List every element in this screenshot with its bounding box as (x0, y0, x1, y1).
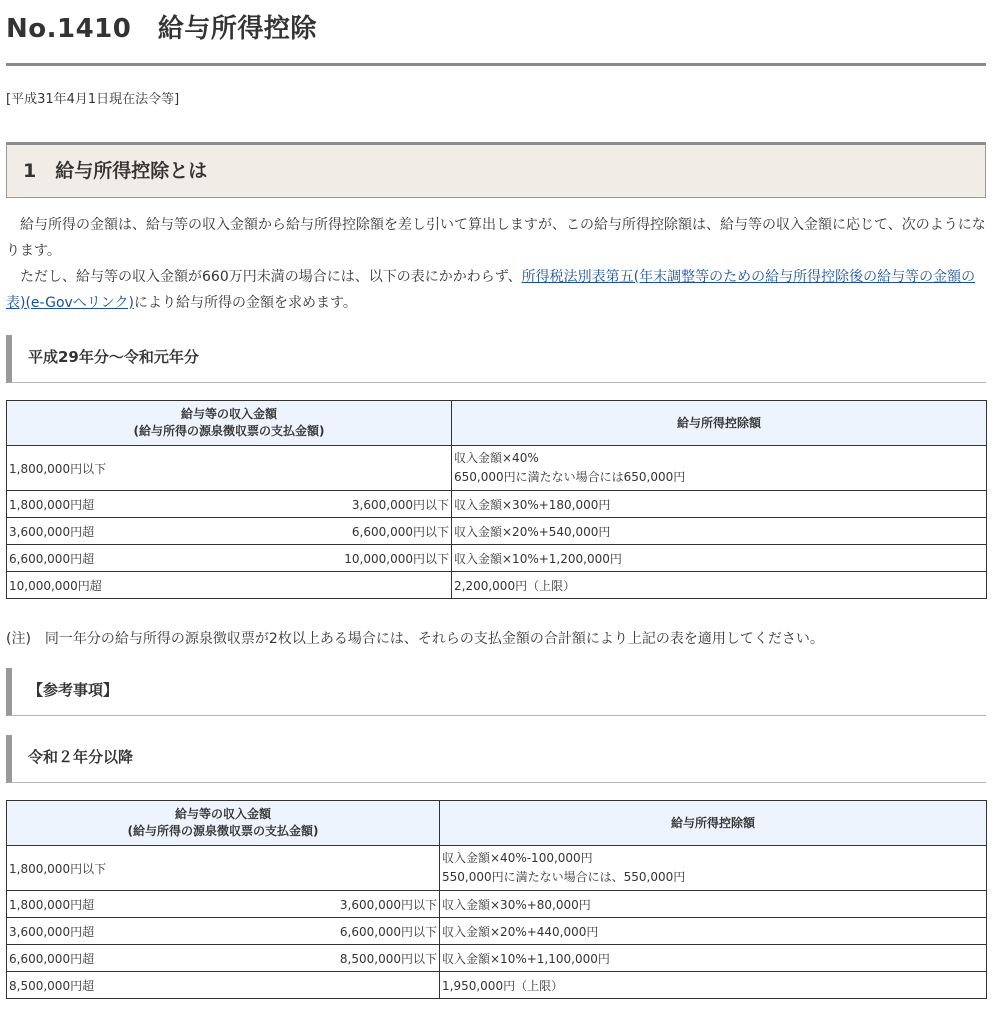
deduction-cell: 収入金額×20%+540,000円 (452, 518, 987, 545)
header-income-line2: (給与所得の源泉徴収票の支払金額) (133, 424, 325, 438)
income-from: 1,800,000円超 (9, 897, 95, 912)
income-to: 3,600,000円以下 (339, 897, 437, 912)
header-income-line1: 給与等の収入金額 (180, 407, 277, 421)
income-range-cell (7, 918, 440, 945)
deduction-table-r2 (6, 800, 987, 999)
as-of-date: [平成31年4月1日現在法令等] (6, 92, 180, 107)
deduction-cell: 2,200,000円（上限） (452, 572, 987, 599)
income-from: 1,800,000円以下 (9, 861, 107, 876)
table-row (7, 846, 987, 891)
deduction-minimum: 650,000円に満たない場合には650,000円 (454, 470, 686, 484)
income-range-cell (7, 945, 440, 972)
income-range-cell (7, 518, 452, 545)
income-range-cell (7, 491, 452, 518)
exception-text-after: により給与所得の金額を求めます。 (133, 295, 357, 311)
header-income-line1: 給与等の収入金額 (174, 807, 271, 821)
table-header-row (7, 401, 987, 446)
header-deduction: 給与所得控除額 (452, 401, 987, 446)
income-range-cell (7, 846, 440, 891)
table-row (7, 545, 987, 572)
exception-paragraph (6, 264, 988, 316)
note-text: (注) 同一年分の給与所得の源泉徴収票が2枚以上ある場合には、それらの支払金額の合計額により上記の表を適用してください。 (6, 631, 824, 647)
income-to: 6,600,000円以下 (351, 524, 449, 539)
table-row (7, 945, 987, 972)
income-from: 1,800,000円以下 (9, 461, 107, 476)
income-from: 6,600,000円超 (9, 551, 95, 566)
table-row (7, 491, 987, 518)
income-to: 3,600,000円以下 (351, 497, 449, 512)
deduction-cell (452, 446, 987, 491)
income-from: 8,500,000円超 (9, 978, 95, 993)
heading-reference: 【参考事項】 (6, 668, 986, 716)
heading-h29-r1: 平成29年分～令和元年分 (6, 335, 986, 383)
deduction-cell: 収入金額×10%+1,100,000円 (440, 945, 987, 972)
table-row (7, 572, 987, 599)
table-row (7, 918, 987, 945)
income-from: 3,600,000円超 (9, 524, 95, 539)
income-from: 6,600,000円超 (9, 951, 95, 966)
income-range-cell (7, 891, 440, 918)
intro-paragraph: 給与所得の金額は、給与等の収入金額から給与所得控除額を差し引いて算出しますが、この給与所得控除額は、給与等の収入金額に応じて、次のようになります。 (6, 217, 986, 259)
income-to: 10,000,000円以下 (344, 551, 449, 566)
table-row (7, 518, 987, 545)
section-heading-deduction: 1 給与所得控除とは (6, 142, 986, 198)
income-range-cell (7, 446, 452, 491)
deduction-cell: 1,950,000円（上限） (440, 972, 987, 999)
table-row (7, 972, 987, 999)
income-range-cell (7, 972, 440, 999)
heading-r2-onward: 令和２年分以降 (6, 735, 986, 783)
deduction-formula: 収入金額×40% (454, 451, 539, 465)
header-deduction: 給与所得控除額 (440, 801, 987, 846)
deduction-cell (440, 846, 987, 891)
title-divider (6, 63, 986, 66)
income-range-cell (7, 572, 452, 599)
header-income (7, 801, 440, 846)
income-range-cell (7, 545, 452, 572)
deduction-cell: 収入金額×10%+1,200,000円 (452, 545, 987, 572)
header-income-line2: (給与所得の源泉徴収票の支払金額) (127, 824, 319, 838)
income-from: 10,000,000円超 (9, 578, 102, 593)
table-header-row (7, 801, 987, 846)
table-row (7, 446, 987, 491)
deduction-table-h29 (6, 400, 987, 599)
income-to: 8,500,000円以下 (339, 951, 437, 966)
exception-text-before: ただし、給与等の収入金額が660万円未満の場合には、以下の表にかかわらず、 (20, 269, 522, 285)
deduction-cell: 収入金額×30%+180,000円 (452, 491, 987, 518)
deduction-cell: 収入金額×20%+440,000円 (440, 918, 987, 945)
table-row (7, 891, 987, 918)
header-income (7, 401, 452, 446)
tax-table-link[interactable]: 所得税法別表第五(年末調整等のための給与所得控除後の給与等の金額の表)(e-Govへリンク) (6, 269, 976, 311)
deduction-formula: 収入金額×40%-100,000円 (442, 851, 593, 865)
income-from: 3,600,000円超 (9, 924, 95, 939)
deduction-cell: 収入金額×30%+80,000円 (440, 891, 987, 918)
income-to: 6,600,000円以下 (339, 924, 437, 939)
deduction-minimum: 550,000円に満たない場合には、550,000円 (442, 870, 686, 884)
income-from: 1,800,000円超 (9, 497, 95, 512)
page-title: No.1410 給与所得控除 (6, 14, 317, 44)
